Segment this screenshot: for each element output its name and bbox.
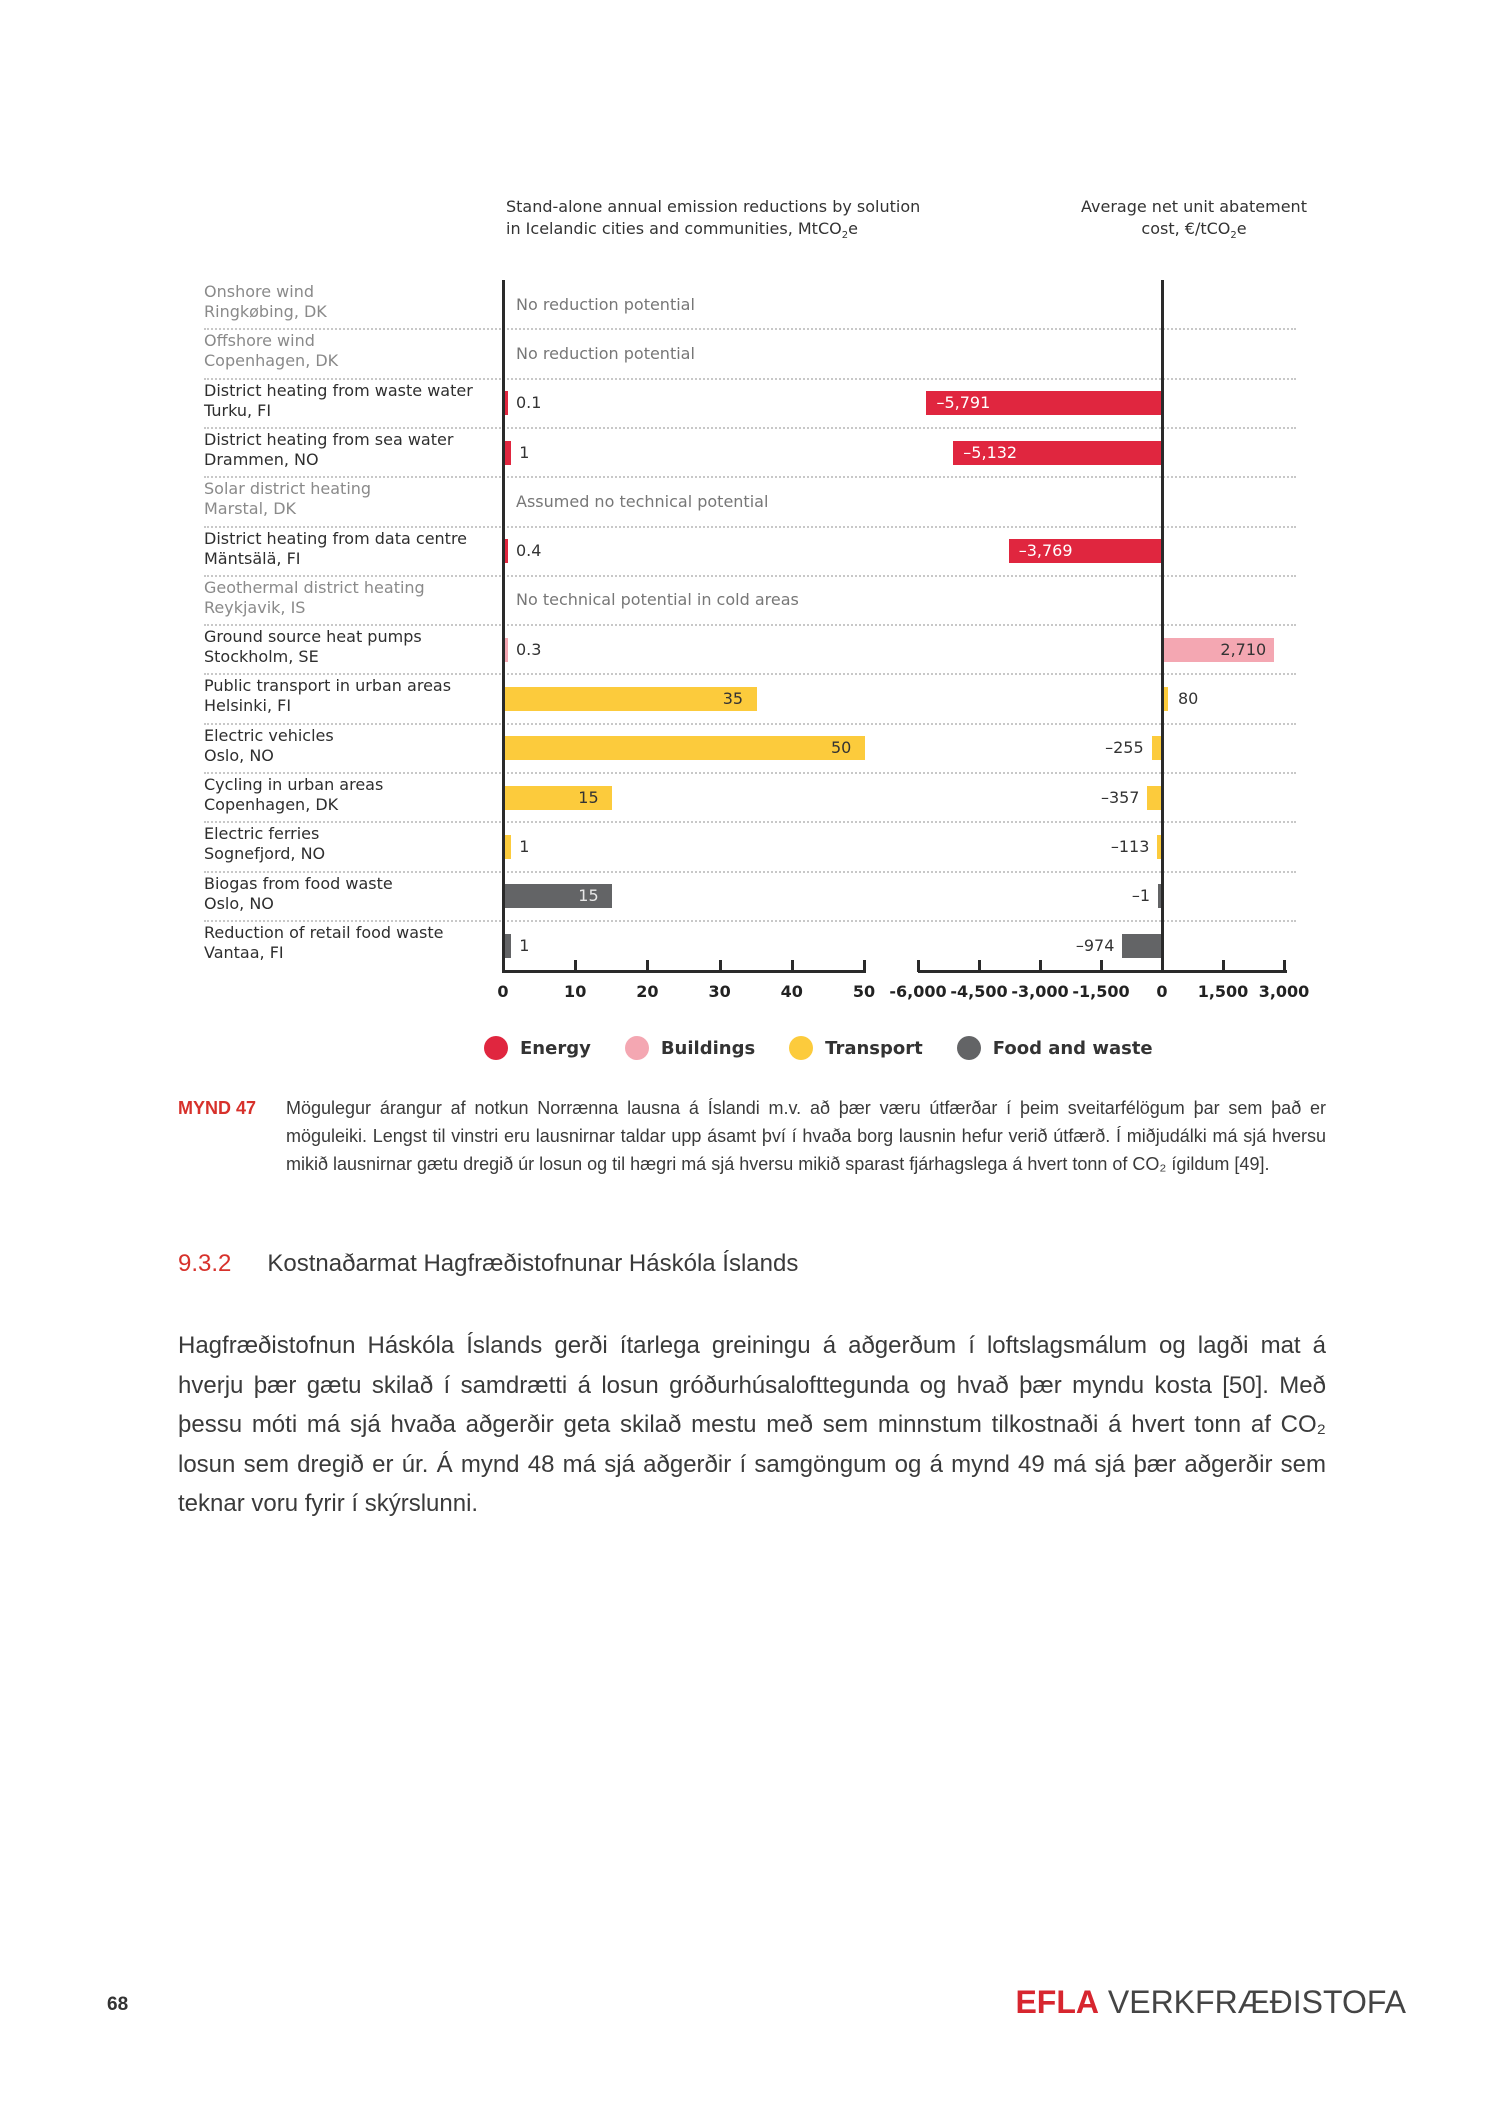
solution-name: Public transport in urban areas xyxy=(204,676,452,696)
reduction-value: 15 xyxy=(578,886,599,906)
legend-item-buildings xyxy=(625,1036,755,1060)
row-separator xyxy=(204,723,1296,725)
section-number: 9.3.2 xyxy=(178,1250,232,1277)
reduction-bar xyxy=(504,441,511,465)
solution-name: District heating from sea water xyxy=(204,429,454,449)
reduction-bar xyxy=(504,934,511,958)
axis-tick xyxy=(917,960,920,972)
right-zero-axis xyxy=(1161,280,1164,973)
left-y-axis xyxy=(502,280,505,973)
axis-tick xyxy=(1039,960,1042,972)
row-separator xyxy=(204,328,1296,330)
cost-value: –974 xyxy=(1075,935,1115,955)
solution-city: Sognefjord, NO xyxy=(204,844,326,864)
solution-city: Oslo, NO xyxy=(204,745,274,765)
row-separator xyxy=(204,871,1296,873)
solution-name: Biogas from food waste xyxy=(204,873,393,893)
no-potential-note: No reduction potential xyxy=(516,294,695,314)
legend-item-transport xyxy=(789,1036,923,1060)
figure-number: MYND 47 xyxy=(178,1098,257,1118)
left-axis-tick-label: 20 xyxy=(636,982,659,1001)
cost-value: –5,132 xyxy=(963,442,1018,462)
row-label xyxy=(204,923,494,963)
axis-tick xyxy=(1100,960,1103,972)
row-separator xyxy=(204,772,1296,774)
right-axis-tick-label: -4,500 xyxy=(950,982,1008,1001)
solution-name: Onshore wind xyxy=(204,282,314,301)
right-axis-tick-label: -3,000 xyxy=(1011,982,1069,1001)
body-paragraph: Hagfræðistofnun Háskóla Íslands gerði ítarlega greiningu á aðgerðum í loftslagsmálum og lagði mat á hverju þær gætu skilað í samdrætti á losun gróðurhúsalofttegunda og hvað þær myndu kosta [50]. Með þessu móti má sjá hvaða aðgerðir geta skilað mestu með sem minnstum tilkostnaði á hvert tonn af CO₂ losun sem dregið er úr. Á mynd 48 má sjá aðgerðir í samgöngum og á mynd 49 má sjá þær aðgerðir sem teknar voru fyrir í skýrslunni. xyxy=(178,1332,1326,1517)
row-separator xyxy=(204,920,1296,922)
right-chart-title xyxy=(1068,196,1320,247)
legend-label: Buildings xyxy=(660,1037,756,1059)
no-potential-note: No technical potential in cold areas xyxy=(516,590,799,610)
left-title-line-1: Stand-alone annual emission reductions by solution xyxy=(506,197,921,216)
cost-value: –3,769 xyxy=(1018,541,1073,561)
row-separator xyxy=(204,526,1296,528)
solution-name: Cycling in urban areas xyxy=(204,775,384,794)
axis-tick xyxy=(574,960,577,972)
row-label xyxy=(204,529,494,569)
axis-tick xyxy=(646,960,649,972)
left-title-line-2: in Icelandic cities and communities, MtCO$_2$e xyxy=(506,219,858,242)
reduction-value: 1 xyxy=(519,442,530,462)
caption-text: Mögulegur árangur af notkun Norrænna lausna á Íslandi m.v. að þær væru útfærðar í þeim sveitarfélögum þar sem það er möguleiki. Lengst til vinstri eru lausnirnar taldar upp ásamt því í hvaða borg lausnin hefur verið útfærð. Í miðjudálki má sjá hversu mikið lausnirnar gætu dregið úr losun og til hægri má sjá hversu mikið sparast fjárhagslega á hvert tonn of CO₂ ígildum [49]. xyxy=(286,1098,1326,1174)
reduction-value: 0.4 xyxy=(516,541,542,561)
chart-legend xyxy=(484,1036,1187,1060)
cost-value: 80 xyxy=(1178,689,1199,709)
energy-swatch-icon xyxy=(484,1036,508,1060)
row-label xyxy=(204,627,494,667)
row-label xyxy=(204,824,494,864)
buildings-swatch-icon xyxy=(625,1036,649,1060)
food-waste-swatch-icon xyxy=(957,1036,981,1060)
row-separator xyxy=(204,575,1296,577)
legend-item-food-and-waste xyxy=(957,1036,1153,1060)
solution-city: Drammen, NO xyxy=(204,449,319,469)
reduction-value: 1 xyxy=(519,836,530,856)
solution-name: Geothermal district heating xyxy=(204,577,425,597)
reduction-value: 0.1 xyxy=(516,393,542,413)
solution-city: Helsinki, FI xyxy=(204,696,292,716)
solution-name: District heating from data centre xyxy=(204,528,468,548)
solution-city: Copenhagen, DK xyxy=(204,795,339,814)
legend-label: Energy xyxy=(520,1037,591,1059)
section-title: Kostnaðarmat Hagfræðistofnunar Háskóla Íslands xyxy=(267,1250,799,1277)
brand-efla: EFLA xyxy=(1015,1984,1099,2020)
solution-name: Electric ferries xyxy=(204,824,320,844)
row-label xyxy=(204,430,494,470)
right-title-line-2: cost, €/tCO$_2$e xyxy=(1141,219,1247,242)
solution-city: Copenhagen, DK xyxy=(204,351,339,371)
axis-tick xyxy=(1283,960,1286,972)
solution-city: Turku, FI xyxy=(204,400,272,420)
cost-value: –357 xyxy=(1100,787,1140,807)
solution-name: Offshore wind xyxy=(204,331,315,351)
row-separator xyxy=(204,821,1296,823)
left-axis-tick-label: 10 xyxy=(564,982,587,1001)
axis-tick xyxy=(1222,960,1225,972)
solution-city: Oslo, NO xyxy=(204,893,274,913)
solution-city: Stockholm, SE xyxy=(204,647,319,667)
axis-tick xyxy=(863,960,866,972)
row-label xyxy=(204,578,494,618)
transport-swatch-icon xyxy=(789,1036,813,1060)
row-separator xyxy=(204,378,1296,380)
cost-value: –255 xyxy=(1105,738,1144,758)
row-label xyxy=(204,479,494,519)
solution-city: Reykjavik, IS xyxy=(204,597,306,617)
no-potential-note: Assumed no technical potential xyxy=(516,491,769,511)
reduction-value: 35 xyxy=(722,689,744,709)
reduction-value: 0.3 xyxy=(516,639,542,659)
left-axis-tick-label: 30 xyxy=(708,982,731,1001)
left-x-axis xyxy=(502,970,866,973)
left-axis-tick-label: 0 xyxy=(497,982,509,1001)
brand-logo xyxy=(1015,1984,1406,2021)
row-separator xyxy=(204,476,1296,478)
cost-bar xyxy=(1164,687,1168,711)
solution-name: District heating from waste water xyxy=(204,380,473,400)
row-label xyxy=(204,775,494,815)
solution-city: Ringkøbing, DK xyxy=(204,302,327,321)
solution-city: Vantaa, FI xyxy=(204,942,284,962)
solution-name: Solar district heating xyxy=(204,479,372,499)
left-axis-tick-label: 50 xyxy=(852,982,876,1001)
left-chart-title xyxy=(506,196,920,247)
reduction-bar xyxy=(504,835,511,859)
legend-label: Transport xyxy=(825,1037,923,1059)
axis-tick xyxy=(978,960,981,972)
cost-bar xyxy=(1122,934,1162,958)
row-label xyxy=(204,381,494,421)
cost-value: –5,791 xyxy=(936,393,991,413)
cost-bar xyxy=(1147,786,1162,810)
reduction-value: 50 xyxy=(831,738,852,758)
right-axis-tick-label: -1,500 xyxy=(1072,982,1130,1001)
row-label xyxy=(204,726,494,766)
row-separator xyxy=(204,673,1296,675)
solution-name: Electric vehicles xyxy=(204,725,334,745)
reduction-value: 1 xyxy=(519,935,530,955)
row-label xyxy=(204,282,494,322)
legend-label: Food and waste xyxy=(992,1037,1153,1059)
solution-city: Mäntsälä, FI xyxy=(204,548,301,568)
section-heading xyxy=(178,1250,798,1278)
cost-value: –113 xyxy=(1110,836,1150,856)
reduction-value: 15 xyxy=(578,787,599,807)
solution-city: Marstal, DK xyxy=(204,499,297,519)
no-potential-note: No reduction potential xyxy=(516,343,695,363)
figure-caption xyxy=(178,1094,1326,1178)
row-separator xyxy=(204,427,1296,429)
right-axis-tick-label: 1,500 xyxy=(1197,982,1249,1001)
cost-value: –1 xyxy=(1131,886,1150,906)
row-label xyxy=(204,331,494,371)
row-label xyxy=(204,874,494,914)
axis-tick xyxy=(719,960,722,972)
axis-tick xyxy=(791,960,794,972)
reduction-bar xyxy=(504,687,757,711)
solution-name: Reduction of retail food waste xyxy=(204,922,444,942)
right-axis-tick-label: -6,000 xyxy=(889,982,947,1001)
brand-name: VERKFRÆÐISTOFA xyxy=(1098,1984,1406,2020)
left-axis-tick-label: 40 xyxy=(780,982,803,1001)
solution-name: Ground source heat pumps xyxy=(204,627,422,647)
cost-value: 2,710 xyxy=(1220,639,1267,659)
reduction-bar xyxy=(504,736,865,760)
row-separator xyxy=(204,624,1296,626)
legend-item-energy xyxy=(484,1036,591,1060)
right-axis-tick-label: 0 xyxy=(1156,982,1168,1001)
right-title-line-1: Average net unit abatement xyxy=(1081,197,1307,216)
right-axis-tick-label: 3,000 xyxy=(1258,982,1310,1001)
row-label xyxy=(204,676,494,716)
page-number: 68 xyxy=(107,1994,129,2015)
